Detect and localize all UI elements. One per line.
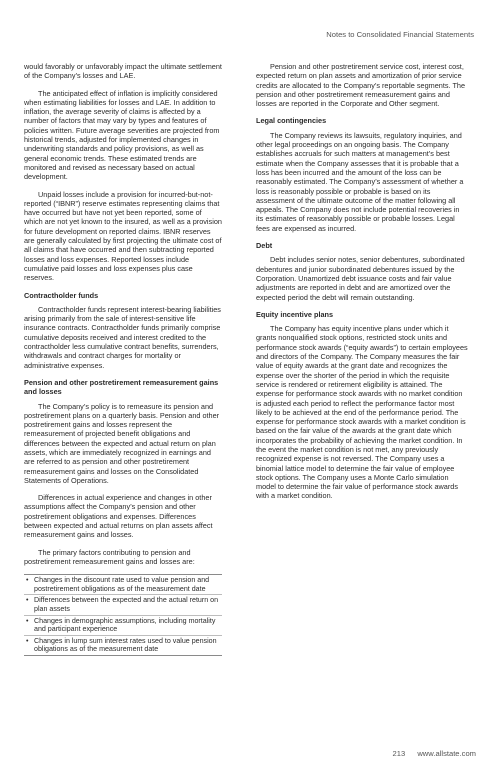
list-item: • Changes in demographic assumptions, including mortality and participant experience [24, 616, 222, 636]
paragraph: The anticipated effect of inflation is implicitly considered when estimating liabilities for losses and LAE. In addition to inflation, the average severity of claims is affected by a number of factors that may vary by types and features of policies written. Future average severities are projected from historical trends, adjusted for implemented changes in underwriting standards and policy provisions, as well as general economic trends. These estimated trends are monitored and revised as necessary based on actual development. [24, 88, 220, 182]
paragraph: Pension and other postretirement service cost, interest cost, expected return on plan assets and amortization of prior service credits are allocated to the Company’s reportable segments. The pension and other postretirement remeasurement gains and losses are reported in the Corporate and Other segment. [256, 62, 466, 109]
paragraph: The Company has equity incentive plans under which it grants nonqualified stock options, restricted stock units and performance stock awards (“equity awards”) to certain employees and directors of the Company. The Company measures the fair value of equity awards at the grant date and recognizes the expense over the shorter of the period in which the requisite service is rendered or retirement eligibility is attained. The expense for performance stock awards with no market condition is adjusted each period to reflect the performance factor most likely to be achieved at the end of the performance period. The expense for performance stock awards with a market condition is based on the fair value of the awards at the grant date which incorporates the probability of achieving the market condition. In the event the market condition is not met, any previously recognized expense is not reversed. The Company uses a binomial lattice model to determine the fair value of employee stock options. The Company uses a Monte Carlo simulation model to determine the fair value of performance stock awards with a market condition. [256, 324, 468, 501]
paragraph: The primary factors contributing to pension and postretirement remeasurement gains and losses are: [24, 547, 195, 566]
right-column [256, 62, 468, 509]
factor-list [24, 574, 222, 656]
section-heading-legal-contingencies: Legal contingencies [256, 116, 327, 126]
paragraph: Unpaid losses include a provision for incurred-but-not-reported (“IBNR”) reserve estimates representing claims that have occurred but have not yet been reported, some of which are not yet known to the insured, as well as a provision for future development on reported claims. IBNR reserves are generally calculated by first projecting the ultimate cost of all claims that have occurred and then subtracting reported losses and loss expenses. Reported losses include cumulative paid losses and loss expenses plus case reserves. [24, 189, 222, 283]
paragraph: The Company reviews its lawsuits, regulatory inquiries, and other legal proceedings on an ongoing basis. The Company establishes accruals for such matters at management’s best estimate when the Company assesses that it is probable that a loss has been incurred and the amount of the loss can be reasonably estimated. The Company’s assessment of whether a loss is reasonably possible or probable is based on its assessment of the ultimate outcome of the matter following all appeals. The Company does not include potential recoveries in its estimates of reasonably possible or probable losses. Legal fees are expensed as incurred. [256, 130, 464, 233]
section-heading-contractholder-funds: Contractholder funds [24, 290, 99, 300]
section-heading-pension: Pension and other postretirement remeasurement gains and losses [24, 377, 219, 397]
bullet-icon: • [26, 636, 29, 645]
website-link[interactable]: www.allstate.com [417, 749, 476, 758]
paragraph: Debt includes senior notes, senior debentures, subordinated debentures and junior subordinated debentures issued by the Corporation. Unamortized debt issuance costs and fair value adjustments are reported in debt and are amortized over the expected period the debt will remain outstanding. [256, 255, 465, 302]
bullet-icon: • [26, 616, 29, 625]
paragraph: would favorably or unfavorably impact the ultimate settlement of the Company’s losses and LAE. [24, 62, 222, 81]
bullet-icon: • [26, 596, 29, 605]
paragraph: Differences in actual experience and changes in other assumptions affect the Company’s pension and other postretirement obligations and expenses. Differences between expected and actual returns on plan assets affect remeasurement gains and losses. [24, 493, 213, 540]
page-number: 213 [392, 749, 406, 758]
paragraph: Contractholder funds represent interest-bearing liabilities arising primarily from the sale of interest-sensitive life insurance contracts. Contractholder funds primarily comprise cumulative deposits received and interest credited to the contractholder less cumulative contract benefits, surrenders, withdrawals and contract charges for mortality or administrative expenses. [24, 304, 221, 370]
list-item: • Changes in lump sum interest rates used to value pension obligations as of the measurement date [26, 636, 217, 654]
section-heading-debt: Debt [256, 241, 273, 251]
paragraph: The Company’s policy is to remeasure its pension and postretirement plans on a quarterly basis. Pension and other postretirement gains and losses represent the remeasurement of projected benefit obligations and differences between the expected and actual return on plan assets, which are immediately recognized in earnings and are referred to as pension and other postretirement remeasurement gains and losses on the Consolidated Statements of Operations. [24, 401, 220, 485]
bullet-icon: • [26, 576, 29, 585]
page-header: Notes to Consolidated Financial Statements [326, 30, 474, 39]
list-item: • Changes in the discount rate used to value pension and postretirement obligations as of the measurement date [24, 575, 222, 595]
list-item: • Differences between the expected and the actual return on plan assets [24, 595, 222, 615]
section-heading-equity-incentive-plans: Equity incentive plans [256, 309, 334, 319]
page-footer [393, 749, 476, 758]
left-column [24, 62, 222, 656]
